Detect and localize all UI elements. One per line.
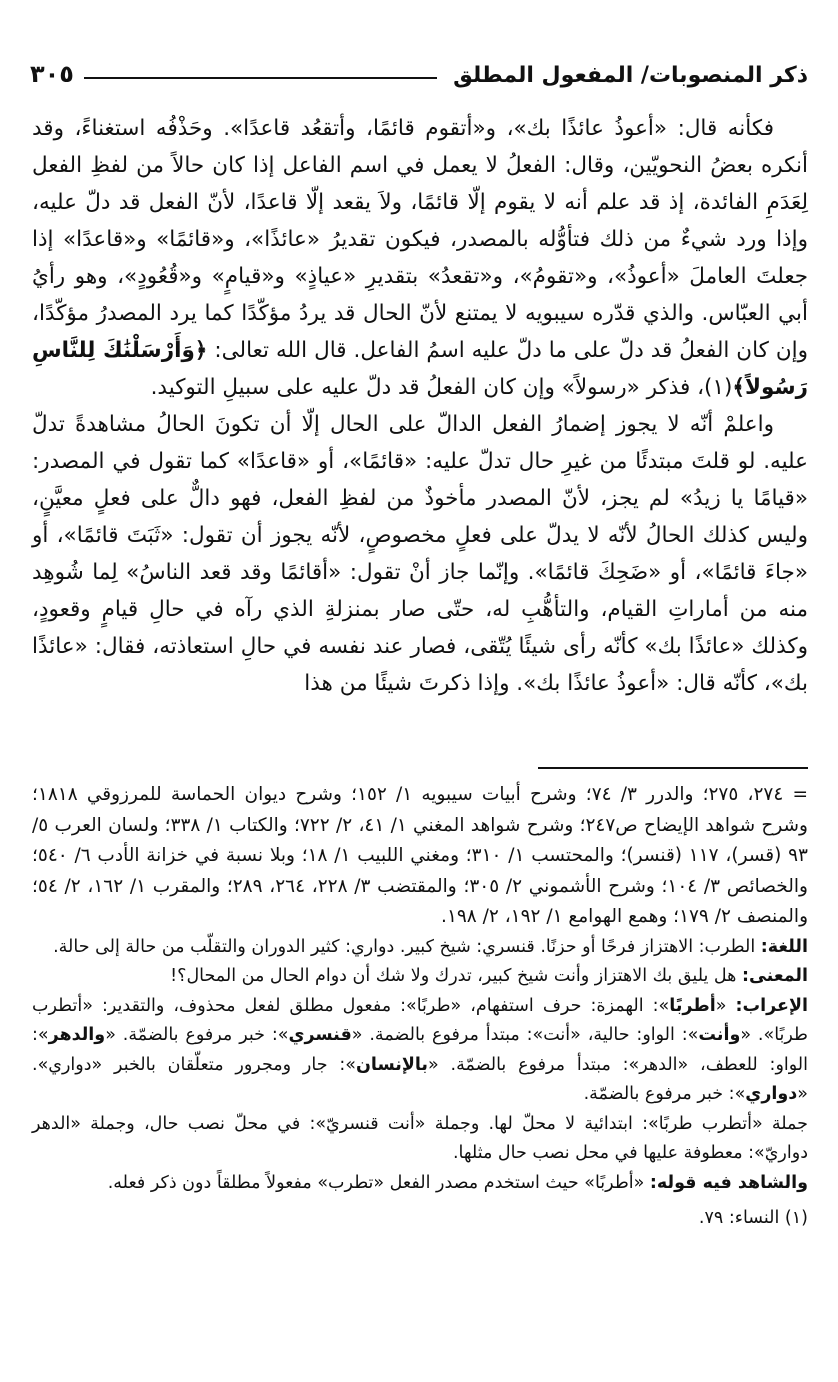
footnote-separator	[538, 767, 808, 769]
irab-word-2: وأنت	[698, 1025, 741, 1045]
references: = ٢٧٤، ٢٧٥؛ والدرر ٣/ ٧٤؛ وشرح أبيات سيبويه ١/ ١٥٢؛ وشرح ديوان الحماسة للمرزوقي ١٨١٨؛ وشرح شواهد الإيضاح ص٢٤٧؛ وشرح شواهد المغني ١/ ٤١، ٢/ ٧٢٢؛ والكتاب ١/ ٣٣٨؛ ولسان العرب ٥/ ٩٣ (قسر)، ١١٧ (قنسر)؛ والمحتسب ١/ ٣١٠؛ ومغني اللبيب ١/ ١٨؛ وبلا نسبة في خزانة الأدب ٦/ ٥٤٠؛ والخصائص ٣/ ١٠٤؛ وشرح الأشموني ٢/ ٣٠٥؛ والمقتضب ٣/ ٢٢٨، ٢٦٤، ٢٨٩؛ والمقرب ١/ ١٦٢، ٢/ ٥٤؛ والمنصف ٢/ ١٧٩؛ وهمع الهوامع ١/ ١٩٢، ٢/ ١٩٨.	[32, 784, 808, 927]
maana-label: المعنى:	[741, 966, 808, 986]
irab-text-2: »: الهمزة: حرف استفهام، «طربًا»: مفعول مطلق لفعل محذوف، والتقدير: «أتطرب طربًا». «	[32, 995, 808, 1045]
main-text	[32, 110, 808, 702]
irab-word-3: قنسري	[288, 1025, 352, 1045]
irab-text-7: »: خبر مرفوع بالضمّة.	[583, 1084, 746, 1104]
shahid-label: والشاهد فيه قوله:	[649, 1172, 808, 1193]
irab-note	[32, 992, 808, 1110]
footnotes	[32, 780, 808, 1234]
paragraph-1	[32, 110, 808, 406]
maana-text: هل يليق بك الاهتزاز وأنت شيخ كبير، تدرك ولا شك أن دوام الحال من المحال؟!	[170, 966, 742, 986]
running-header	[30, 48, 808, 88]
paragraph-1-end: ، فذكر «رسولاً» وإن كان الفعلُ قد دلّ عليه على سبيلِ التوكيد.	[150, 375, 705, 400]
footnote-ref: (١)	[704, 375, 733, 400]
irab-text-3: »: الواو: حالية، «أنت»: مبتدأ مرفوع بالضمة. «	[351, 1025, 699, 1045]
paragraph-1-text: فكأنه قال: «أعوذُ عائذًا بك»، و«أتقوم قائمًا، وأتقعُد قاعدًا». وحَذْفُه استغناءً، وقد أنكره بعضُ النحويّين، وقال: الفعلُ لا يعمل في اسم الفاعل إذا كان حالاً من لفظِ الفعل لِعَدَمِ الفائدة، إذ قد علم أنه لا يقوم إلّا قائمًا، ولاَ يقعد إلّا قاعدًا، لأنّ الفعل قد دلّ عليه، وإذا ورد شيءٌ من ذلك فتأوُّله بالمصدر، فيكون تقديرُ «عائذًا»، و«قائمًا» و«قاعدًا» إذا جعلتَ العاملَ «أعوذُ»، و«تقومُ»، و«تقعدُ» بتقديرِ «عياذٍ» و«قيامٍ» و«قُعُودٍ»، وهو رأيُ أبي العبّاس. والذي قدّره سيبويه لا يمتنع لأنّ الحال قد يردُ مؤكّدًا كما يرد المصدرُ مؤكّدًا، وإن كان الفعلُ قد دلّ على ما دلّ عليه اسمُ الفاعل. قال الله تعالى:	[32, 116, 808, 363]
irab-text-4: »: خبر مرفوع بالضمّة. «	[105, 1025, 289, 1045]
irab-word-5: بالإنسان	[355, 1054, 428, 1075]
irab-word-6: دواري	[745, 1084, 798, 1104]
lugha-label: اللغة:	[760, 936, 808, 957]
irab-word-1: أطربًا	[669, 995, 716, 1016]
irab-text-5: »: الواو: للعطف، «الدهر»: مبتدأ مرفوع بالضمّة. «	[32, 1025, 808, 1075]
page-number: ٣٠٥	[30, 60, 74, 88]
irab-text-1: «	[715, 995, 736, 1016]
footnote-1: (١) النساء: ٧٩.	[698, 1208, 808, 1228]
lugha-note	[32, 933, 808, 963]
lugha-text: الطرب: الاهتزاز فرحًا أو حزنًا. قنسري: شيخ كبير. دواري: كثير الدوران والتقلّب من حالة إلى حالة.	[53, 936, 761, 957]
irab-text-6: »: جار ومجرور متعلّقان بالخبر «دواري». «	[32, 1054, 808, 1104]
paragraph-2: واعلمْ أنّه لا يجوز إضمارُ الفعل الدالّ على الحال إلّا أن تكونَ الحالُ مشاهدةً تدلّ عليه. لو قلتَ مبتدئًا من غيرِ حال تدلّ عليه: «قائمًا»، أو «قاعدًا» كما تقول في المصدر: «قيامًا يا زيدُ» لم يجز، لأنّ المصدر مأخوذٌ من لفظِ الفعل، فهو دالٌّ على فعلٍ معيَّنٍ، وليس كذلك الحالُ لأنّه لا يدلّ على فعلٍ مخصوصٍ، لأنّه يجوز أن تقول: «ثَبَتَ قائمًا»، أو «جاءَ قائمًا»، أو «ضَحِكَ قائمًا». وإنّما جاز أنْ تقول: «أقائمًا وقد قعد الناسُ» لِما شُوهِد منه من أماراتِ القيام، والتأهُّبِ له، حتّى صار بمنزلةِ الذي رآه في حالِ قيامٍ وقعودٍ، وكذلك «عائذًا بك» كأنّه رأى شيئًا يُتّقى، فصار عند نفسه في حالِ استعاذته، فقال: «عائذًا بك»، كأنّه قال: «أعوذُ عائذًا بك». وإذا ذكرتَ شيئًا من هذا	[32, 412, 808, 696]
irab-word-4: والدهر	[48, 1025, 106, 1045]
maana-note	[32, 962, 808, 992]
shahid-text: «أطربًا» حيث استخدم مصدر الفعل «تطرب» مفعولاً مطلقاً دون ذكر فعله.	[107, 1172, 650, 1193]
shahid-note	[32, 1169, 808, 1199]
quran-verse: ﴿وَأَرْسَلْنَٰكَ لِلنَّاسِ رَسُولاً﴾	[32, 338, 808, 400]
header-title: ذكر المنصوبات/ المفعول المطلق	[453, 63, 808, 88]
jumal-note: جملة «أتطرب طربًا»: ابتدائية لا محلّ لها. وجملة «أنت قنسريّ»: في محلّ نصب حال، وجملة «الدهر دواريّ»: معطوفة عليها في محل نصب حال مثلها.	[32, 1113, 808, 1163]
irab-label: الإعراب:	[735, 995, 808, 1016]
header-rule	[84, 77, 437, 79]
